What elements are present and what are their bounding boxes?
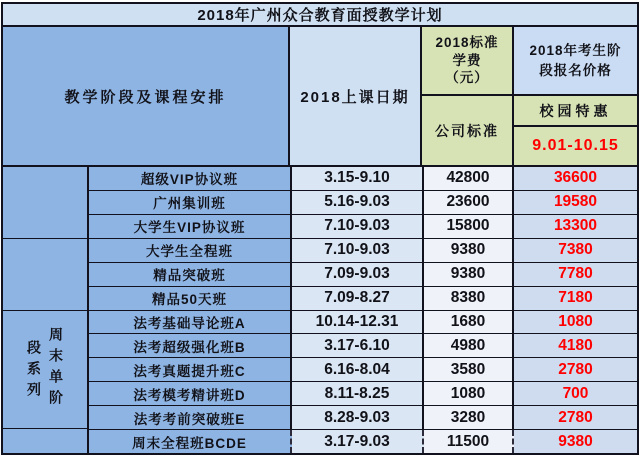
stage-label-cell bbox=[3, 311, 87, 430]
course-dates: 7.10-9.03 bbox=[292, 215, 424, 238]
table-row bbox=[89, 382, 637, 406]
standard-fee: 23600 bbox=[424, 191, 514, 214]
header-standard-fee-line1: 2018标准 bbox=[435, 35, 499, 51]
special-price: 7180 bbox=[514, 287, 637, 310]
header-special-window: 9.01-10.15 bbox=[514, 127, 637, 165]
header-candidate-price: 2018年考生阶段报名价格 bbox=[514, 27, 637, 96]
standard-fee: 3280 bbox=[424, 406, 514, 429]
table-row bbox=[89, 311, 637, 335]
course-dates: 6.16-8.04 bbox=[292, 358, 424, 381]
course-dates: 10.14-12.31 bbox=[292, 311, 424, 334]
course-name: 法考超级强化班B bbox=[89, 334, 292, 357]
stage-label-left-column: 段系列 bbox=[26, 339, 42, 403]
course-rows bbox=[89, 167, 637, 453]
course-dates: 7.09-9.03 bbox=[292, 263, 424, 286]
table-row-weekend-full bbox=[89, 430, 637, 453]
standard-fee: 1680 bbox=[424, 311, 514, 334]
stage-spacer-middle bbox=[3, 239, 87, 311]
course-name: 法考基础导论班A bbox=[89, 311, 292, 334]
table-row bbox=[89, 263, 637, 287]
standard-fee: 4980 bbox=[424, 334, 514, 357]
course-name: 大学生VIP协议班 bbox=[89, 215, 292, 238]
course-name: 大学生全程班 bbox=[89, 239, 292, 262]
table-row bbox=[89, 167, 637, 191]
header-standard-fee bbox=[422, 27, 512, 96]
course-dates: 3.17-6.10 bbox=[292, 334, 424, 357]
standard-fee: 15800 bbox=[424, 215, 514, 238]
table-row bbox=[89, 239, 637, 263]
special-price: 7780 bbox=[514, 263, 637, 286]
standard-fee: 1080 bbox=[424, 382, 514, 405]
stage-label-right-column: 周末单阶 bbox=[48, 327, 64, 412]
special-price: 2780 bbox=[514, 406, 637, 429]
course-dates: 8.11-8.25 bbox=[292, 382, 424, 405]
course-name: 法考模考精讲班D bbox=[89, 382, 292, 405]
course-name: 法考考前突破班E bbox=[89, 406, 292, 429]
special-price: 700 bbox=[514, 382, 637, 405]
course-dates: 8.28-9.03 bbox=[292, 406, 424, 429]
standard-fee: 9380 bbox=[424, 263, 514, 286]
table-row bbox=[89, 334, 637, 358]
standard-fee: 3580 bbox=[424, 358, 514, 381]
course-dates: 3.15-9.10 bbox=[292, 167, 424, 190]
special-price: 2780 bbox=[514, 358, 637, 381]
header-stage-course: 教学阶段及课程安排 bbox=[3, 27, 290, 165]
table-body bbox=[3, 167, 637, 453]
header-fee-column bbox=[422, 27, 514, 165]
header-standard-fee-line2: 学费 bbox=[452, 52, 482, 68]
standard-fee: 8380 bbox=[424, 287, 514, 310]
table-row bbox=[89, 215, 637, 239]
special-price: 36600 bbox=[514, 167, 637, 190]
table-row bbox=[89, 406, 637, 430]
course-name: 精品突破班 bbox=[89, 263, 292, 286]
special-price: 4180 bbox=[514, 334, 637, 357]
course-name: 超级VIP协议班 bbox=[89, 167, 292, 190]
course-dates: 7.10-9.03 bbox=[292, 239, 424, 262]
course-name: 周末全程班BCDE bbox=[89, 430, 292, 453]
course-dates: 3.17-9.03 bbox=[292, 430, 424, 453]
stage-column bbox=[3, 167, 89, 453]
course-name: 精品50天班 bbox=[89, 287, 292, 310]
course-dates: 5.16-9.03 bbox=[292, 191, 424, 214]
special-price: 1080 bbox=[514, 311, 637, 334]
standard-fee: 42800 bbox=[424, 167, 514, 190]
special-price: 7380 bbox=[514, 239, 637, 262]
header-standard-fee-line3: （元） bbox=[445, 70, 489, 86]
standard-fee: 9380 bbox=[424, 239, 514, 262]
header-campus-special: 校园特惠 bbox=[514, 96, 637, 127]
table-row bbox=[89, 191, 637, 215]
page-title: 2018年广州众合教育面授教学计划 bbox=[3, 4, 637, 27]
table-row bbox=[89, 287, 637, 311]
stage-spacer-top bbox=[3, 167, 87, 239]
header-class-dates: 2018上课日期 bbox=[290, 27, 422, 165]
stage-label-weekend-series bbox=[3, 311, 87, 429]
special-price: 13300 bbox=[514, 215, 637, 238]
course-name: 广州集训班 bbox=[89, 191, 292, 214]
header-company-standard: 公司标准 bbox=[422, 96, 512, 165]
stage-spacer-bottom bbox=[3, 429, 87, 453]
course-name: 法考真题提升班C bbox=[89, 358, 292, 381]
pricing-table bbox=[1, 2, 639, 455]
table-header bbox=[3, 27, 637, 167]
table-row bbox=[89, 358, 637, 382]
header-price-column bbox=[514, 27, 637, 165]
special-price: 9380 bbox=[514, 430, 637, 453]
special-price: 19580 bbox=[514, 191, 637, 214]
course-dates: 7.09-8.27 bbox=[292, 287, 424, 310]
standard-fee: 11500 bbox=[424, 430, 514, 453]
